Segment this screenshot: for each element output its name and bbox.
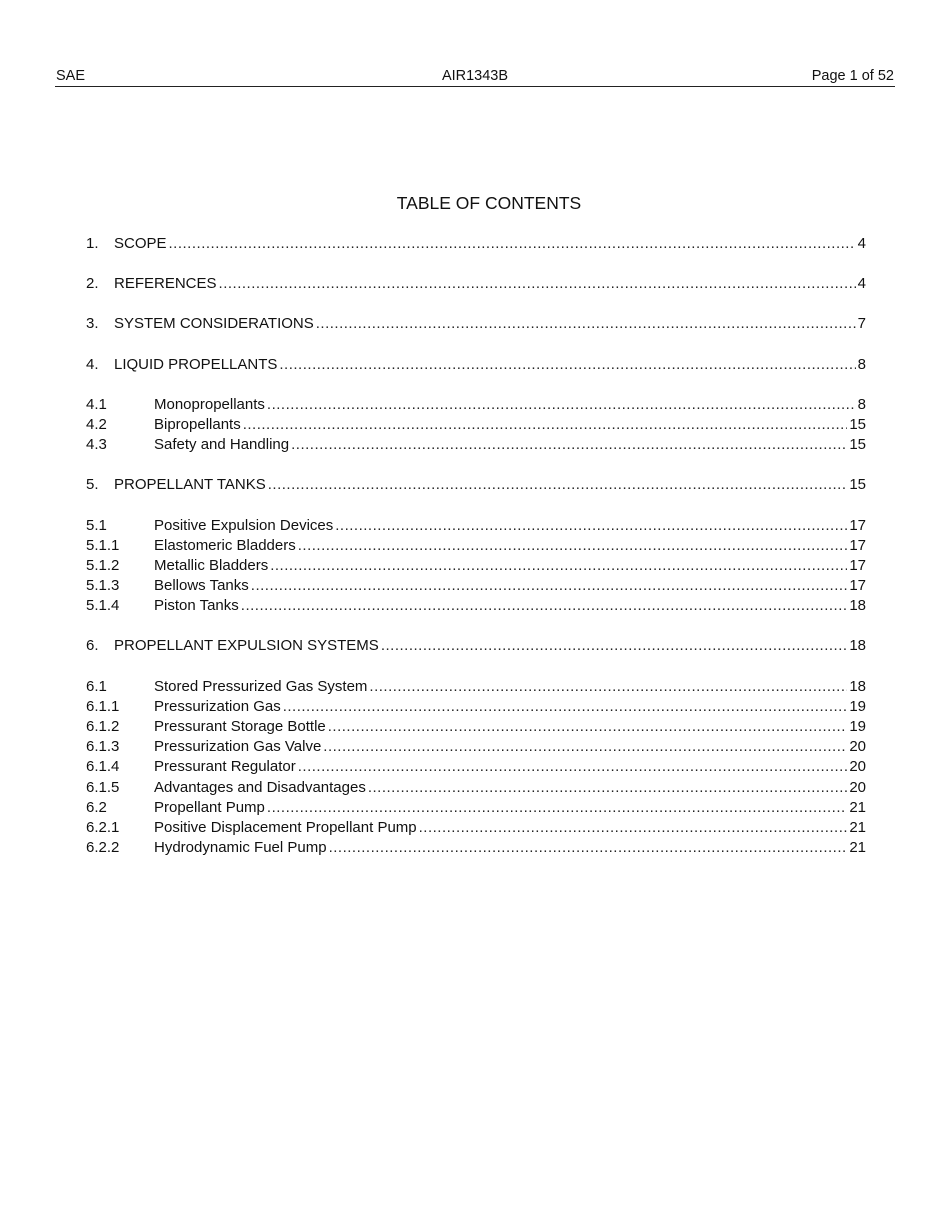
table-of-contents bbox=[86, 234, 866, 858]
toc-entry-number: 5.1.4 bbox=[86, 597, 120, 615]
toc-entry-page: 21 bbox=[849, 839, 866, 857]
toc-entry-page: 7 bbox=[857, 315, 866, 333]
toc-entry[interactable] bbox=[86, 798, 866, 818]
toc-entry-page: 19 bbox=[849, 697, 866, 715]
toc-entry-number: 6.1.2 bbox=[86, 718, 120, 735]
toc-entry-title: LIQUID PROPELLANTS bbox=[114, 355, 278, 373]
toc-entry-title: Positive Expulsion Devices bbox=[154, 516, 334, 534]
dot-leader bbox=[241, 596, 848, 616]
header-organization: SAE bbox=[56, 68, 86, 84]
dot-leader bbox=[381, 636, 848, 656]
dot-leader bbox=[270, 556, 847, 576]
toc-entry-number: 6.1 bbox=[86, 677, 107, 695]
dot-leader bbox=[283, 697, 848, 717]
toc-entry-number: 2. bbox=[86, 275, 99, 293]
toc-entry[interactable] bbox=[86, 677, 866, 697]
toc-entry-title: Advantages and Disadvantages bbox=[154, 778, 366, 796]
toc-entry[interactable] bbox=[86, 838, 866, 858]
toc-title: TABLE OF CONTENTS bbox=[396, 193, 582, 213]
dot-leader bbox=[368, 778, 847, 798]
toc-entry[interactable] bbox=[86, 556, 866, 576]
dot-leader bbox=[328, 717, 848, 737]
toc-entry-number: 4. bbox=[86, 355, 99, 373]
toc-entry-title: Monopropellants bbox=[154, 395, 265, 413]
toc-entry-page: 17 bbox=[849, 536, 866, 554]
toc-entry-title: Bellows Tanks bbox=[154, 577, 249, 595]
toc-entry-page: 8 bbox=[857, 355, 866, 373]
dot-leader bbox=[335, 516, 847, 536]
toc-entry-page: 15 bbox=[849, 415, 866, 433]
toc-entry-title: Pressurant Storage Bottle bbox=[154, 718, 326, 735]
toc-entry[interactable] bbox=[86, 818, 866, 838]
toc-entry[interactable] bbox=[86, 636, 866, 656]
toc-entry-page: 4 bbox=[857, 275, 866, 293]
toc-entry-title: Hydrodynamic Fuel Pump bbox=[154, 839, 327, 857]
toc-entry-title: PROPELLANT TANKS bbox=[114, 476, 266, 494]
toc-entry-page: 18 bbox=[849, 637, 866, 655]
toc-entry-page: 15 bbox=[849, 476, 866, 494]
toc-entry-number: 3. bbox=[86, 315, 99, 333]
toc-entry-number: 6. bbox=[86, 637, 99, 655]
toc-entry-number: 4.2 bbox=[86, 415, 107, 433]
toc-entry-page: 21 bbox=[849, 818, 866, 836]
toc-entry-title: Piston Tanks bbox=[154, 597, 239, 615]
toc-entry-page: 20 bbox=[849, 738, 866, 756]
toc-entry-number: 5.1.3 bbox=[86, 577, 120, 595]
toc-entry-title: SYSTEM CONSIDERATIONS bbox=[114, 315, 314, 333]
dot-leader bbox=[369, 677, 847, 697]
dot-leader bbox=[267, 798, 847, 818]
toc-entry[interactable] bbox=[86, 757, 866, 777]
toc-entry[interactable] bbox=[86, 697, 866, 717]
toc-entry[interactable] bbox=[86, 415, 866, 435]
toc-entry[interactable] bbox=[86, 314, 866, 334]
toc-entry-page: 18 bbox=[849, 597, 866, 615]
toc-entry-page: 15 bbox=[849, 436, 866, 454]
toc-entry-number: 6.1.1 bbox=[86, 697, 120, 715]
toc-entry-title: Pressurant Regulator bbox=[154, 758, 296, 776]
dot-leader bbox=[419, 818, 848, 838]
toc-entry-title: SCOPE bbox=[114, 235, 167, 252]
dot-leader bbox=[316, 314, 856, 334]
dot-leader bbox=[268, 475, 848, 495]
toc-entry-number: 5. bbox=[86, 476, 99, 494]
toc-entry-number: 4.1 bbox=[86, 395, 107, 413]
toc-entry-number: 5.1.2 bbox=[86, 556, 120, 574]
toc-entry-title: Elastomeric Bladders bbox=[154, 536, 296, 554]
toc-entry-number: 6.2.2 bbox=[86, 839, 120, 857]
toc-entry-title: Metallic Bladders bbox=[154, 556, 269, 574]
toc-entry-title: PROPELLANT EXPULSION SYSTEMS bbox=[114, 637, 379, 655]
toc-entry-number: 4.3 bbox=[86, 436, 107, 454]
toc-entry-number: 6.1.5 bbox=[86, 778, 120, 796]
toc-entry-page: 17 bbox=[849, 516, 866, 534]
page-header bbox=[55, 66, 895, 87]
toc-entry-page: 20 bbox=[849, 778, 866, 796]
toc-entry[interactable] bbox=[86, 536, 866, 556]
toc-entry-page: 21 bbox=[849, 798, 866, 816]
toc-entry-page: 17 bbox=[849, 577, 866, 595]
dot-leader bbox=[279, 355, 855, 375]
toc-entry-number: 1. bbox=[86, 235, 99, 252]
toc-entry-page: 8 bbox=[857, 395, 866, 413]
toc-entry[interactable] bbox=[86, 737, 866, 757]
dot-leader bbox=[323, 737, 847, 757]
toc-entry[interactable] bbox=[86, 778, 866, 798]
toc-entry-number: 6.1.3 bbox=[86, 738, 120, 756]
toc-entry[interactable] bbox=[86, 475, 866, 495]
toc-entry[interactable] bbox=[86, 596, 866, 616]
dot-leader bbox=[291, 435, 847, 455]
toc-entry-number: 6.1.4 bbox=[86, 758, 120, 776]
dot-leader bbox=[169, 234, 856, 254]
dot-leader bbox=[251, 576, 848, 596]
toc-entry-title: Pressurization Gas Valve bbox=[154, 738, 322, 756]
toc-entry-number: 6.2.1 bbox=[86, 818, 120, 836]
toc-entry-page: 20 bbox=[849, 758, 866, 776]
toc-entry[interactable] bbox=[86, 234, 866, 254]
toc-entry[interactable] bbox=[86, 435, 866, 455]
toc-entry-title: Pressurization Gas bbox=[154, 697, 281, 715]
header-page-number: Page 1 of 52 bbox=[811, 68, 894, 84]
toc-entry-number: 5.1 bbox=[86, 516, 107, 534]
toc-entry[interactable] bbox=[86, 516, 866, 536]
toc-entry-title: Stored Pressurized Gas System bbox=[154, 677, 368, 695]
dot-leader bbox=[219, 274, 856, 294]
dot-leader bbox=[267, 395, 856, 415]
toc-entry-title: Propellant Pump bbox=[154, 798, 265, 816]
dot-leader bbox=[329, 838, 848, 858]
toc-entry-title: Safety and Handling bbox=[154, 436, 290, 454]
toc-entry[interactable] bbox=[86, 717, 866, 737]
toc-entry-number: 6.2 bbox=[86, 798, 107, 816]
toc-entry-title: REFERENCES bbox=[114, 275, 217, 293]
toc-entry-page: 17 bbox=[849, 556, 866, 574]
toc-entry[interactable] bbox=[86, 576, 866, 596]
toc-entry[interactable] bbox=[86, 395, 866, 415]
dot-leader bbox=[298, 757, 848, 777]
toc-entry-number: 5.1.1 bbox=[86, 536, 120, 554]
toc-entry-page: 18 bbox=[849, 677, 866, 695]
toc-entry-page: 4 bbox=[857, 235, 866, 252]
toc-entry-title: Positive Displacement Propellant Pump bbox=[154, 818, 417, 836]
header-document-number: AIR1343B bbox=[441, 68, 509, 84]
toc-entry[interactable] bbox=[86, 274, 866, 294]
toc-entry-page: 19 bbox=[849, 718, 866, 735]
dot-leader bbox=[243, 415, 848, 435]
toc-entry-title: Bipropellants bbox=[154, 415, 241, 433]
dot-leader bbox=[298, 536, 848, 556]
toc-entry[interactable] bbox=[86, 355, 866, 375]
